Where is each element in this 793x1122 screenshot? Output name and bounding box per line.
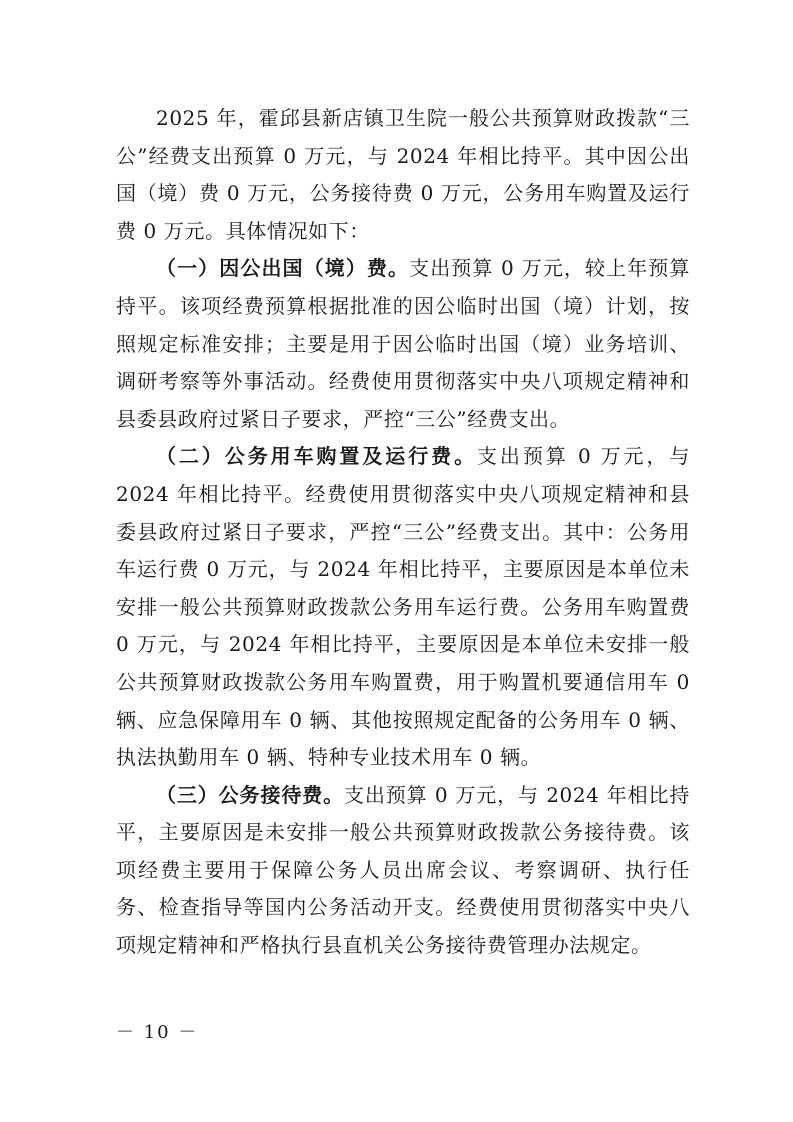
section-official-vehicles xyxy=(116,438,690,776)
intro-paragraph xyxy=(116,100,690,250)
section-official-vehicles-heading: （二）公务用车购置及运行费。 xyxy=(156,444,477,469)
section-official-vehicles-text: 支出预算 0 万元，与 2024 年相比持平。经费使用贯彻落实中央八项规定精神和县委县政府过紧日子要求，严控“三公”经费支出。其中：公务用车运行费 0 万元，与 2024 年相比持平，主要原因是本单位未安排一般公共预算财政拨款公务用车运行费。公务用车购置费 0 万元，与 2024 年相比持平，主要原因是本单位未安排一般公共预算财政拨款公务用车购置费，用于购置机要通信用车 0 辆、应急保障用车 0 辆、其他按照规定配备的公务用车 0 辆、执法执勤用车 0 辆、特种专业技术用车 0 辆。 xyxy=(116,444,690,770)
section-travel-abroad-text: 支出预算 0 万元，较上年预算持平。该项经费预算根据批准的因公临时出国（境）计划，按照规定标准安排；主要是用于因公临时出国（境）业务培训、调研考察等外事活动。经费使用贯彻落实中央八项规定精神和县委县政府过紧日子要求，严控“三公”经费支出。 xyxy=(116,256,690,431)
page-number: － 10 － xyxy=(116,1022,199,1043)
section-travel-abroad xyxy=(116,250,690,438)
section-official-reception-text: 支出预算 0 万元，与 2024 年相比持平，主要原因是未安排一般公共预算财政拨款公务接待费。该项经费主要用于保障公务人员出席会议、考察调研、执行任务、检查指导等国内公务活动开支。经费使用贯彻落实中央八项规定精神和严格执行县直机关公务接待费管理办法规定。 xyxy=(116,782,691,958)
section-official-reception-heading: （三）公务接待费。 xyxy=(156,782,345,807)
section-travel-abroad-heading: （一）因公出国（境）费。 xyxy=(156,256,410,281)
section-official-reception xyxy=(116,777,690,965)
document-body xyxy=(116,100,690,965)
intro-text: 2025 年，霍邱县新店镇卫生院一般公共预算财政拨款“三公”经费支出预算 0 万元，与 2024 年相比持平。其中因公出国（境）费 0 万元，公务接待费 0 万元，公务用车购置及运行费 0 万元。具体情况如下： xyxy=(116,106,690,243)
